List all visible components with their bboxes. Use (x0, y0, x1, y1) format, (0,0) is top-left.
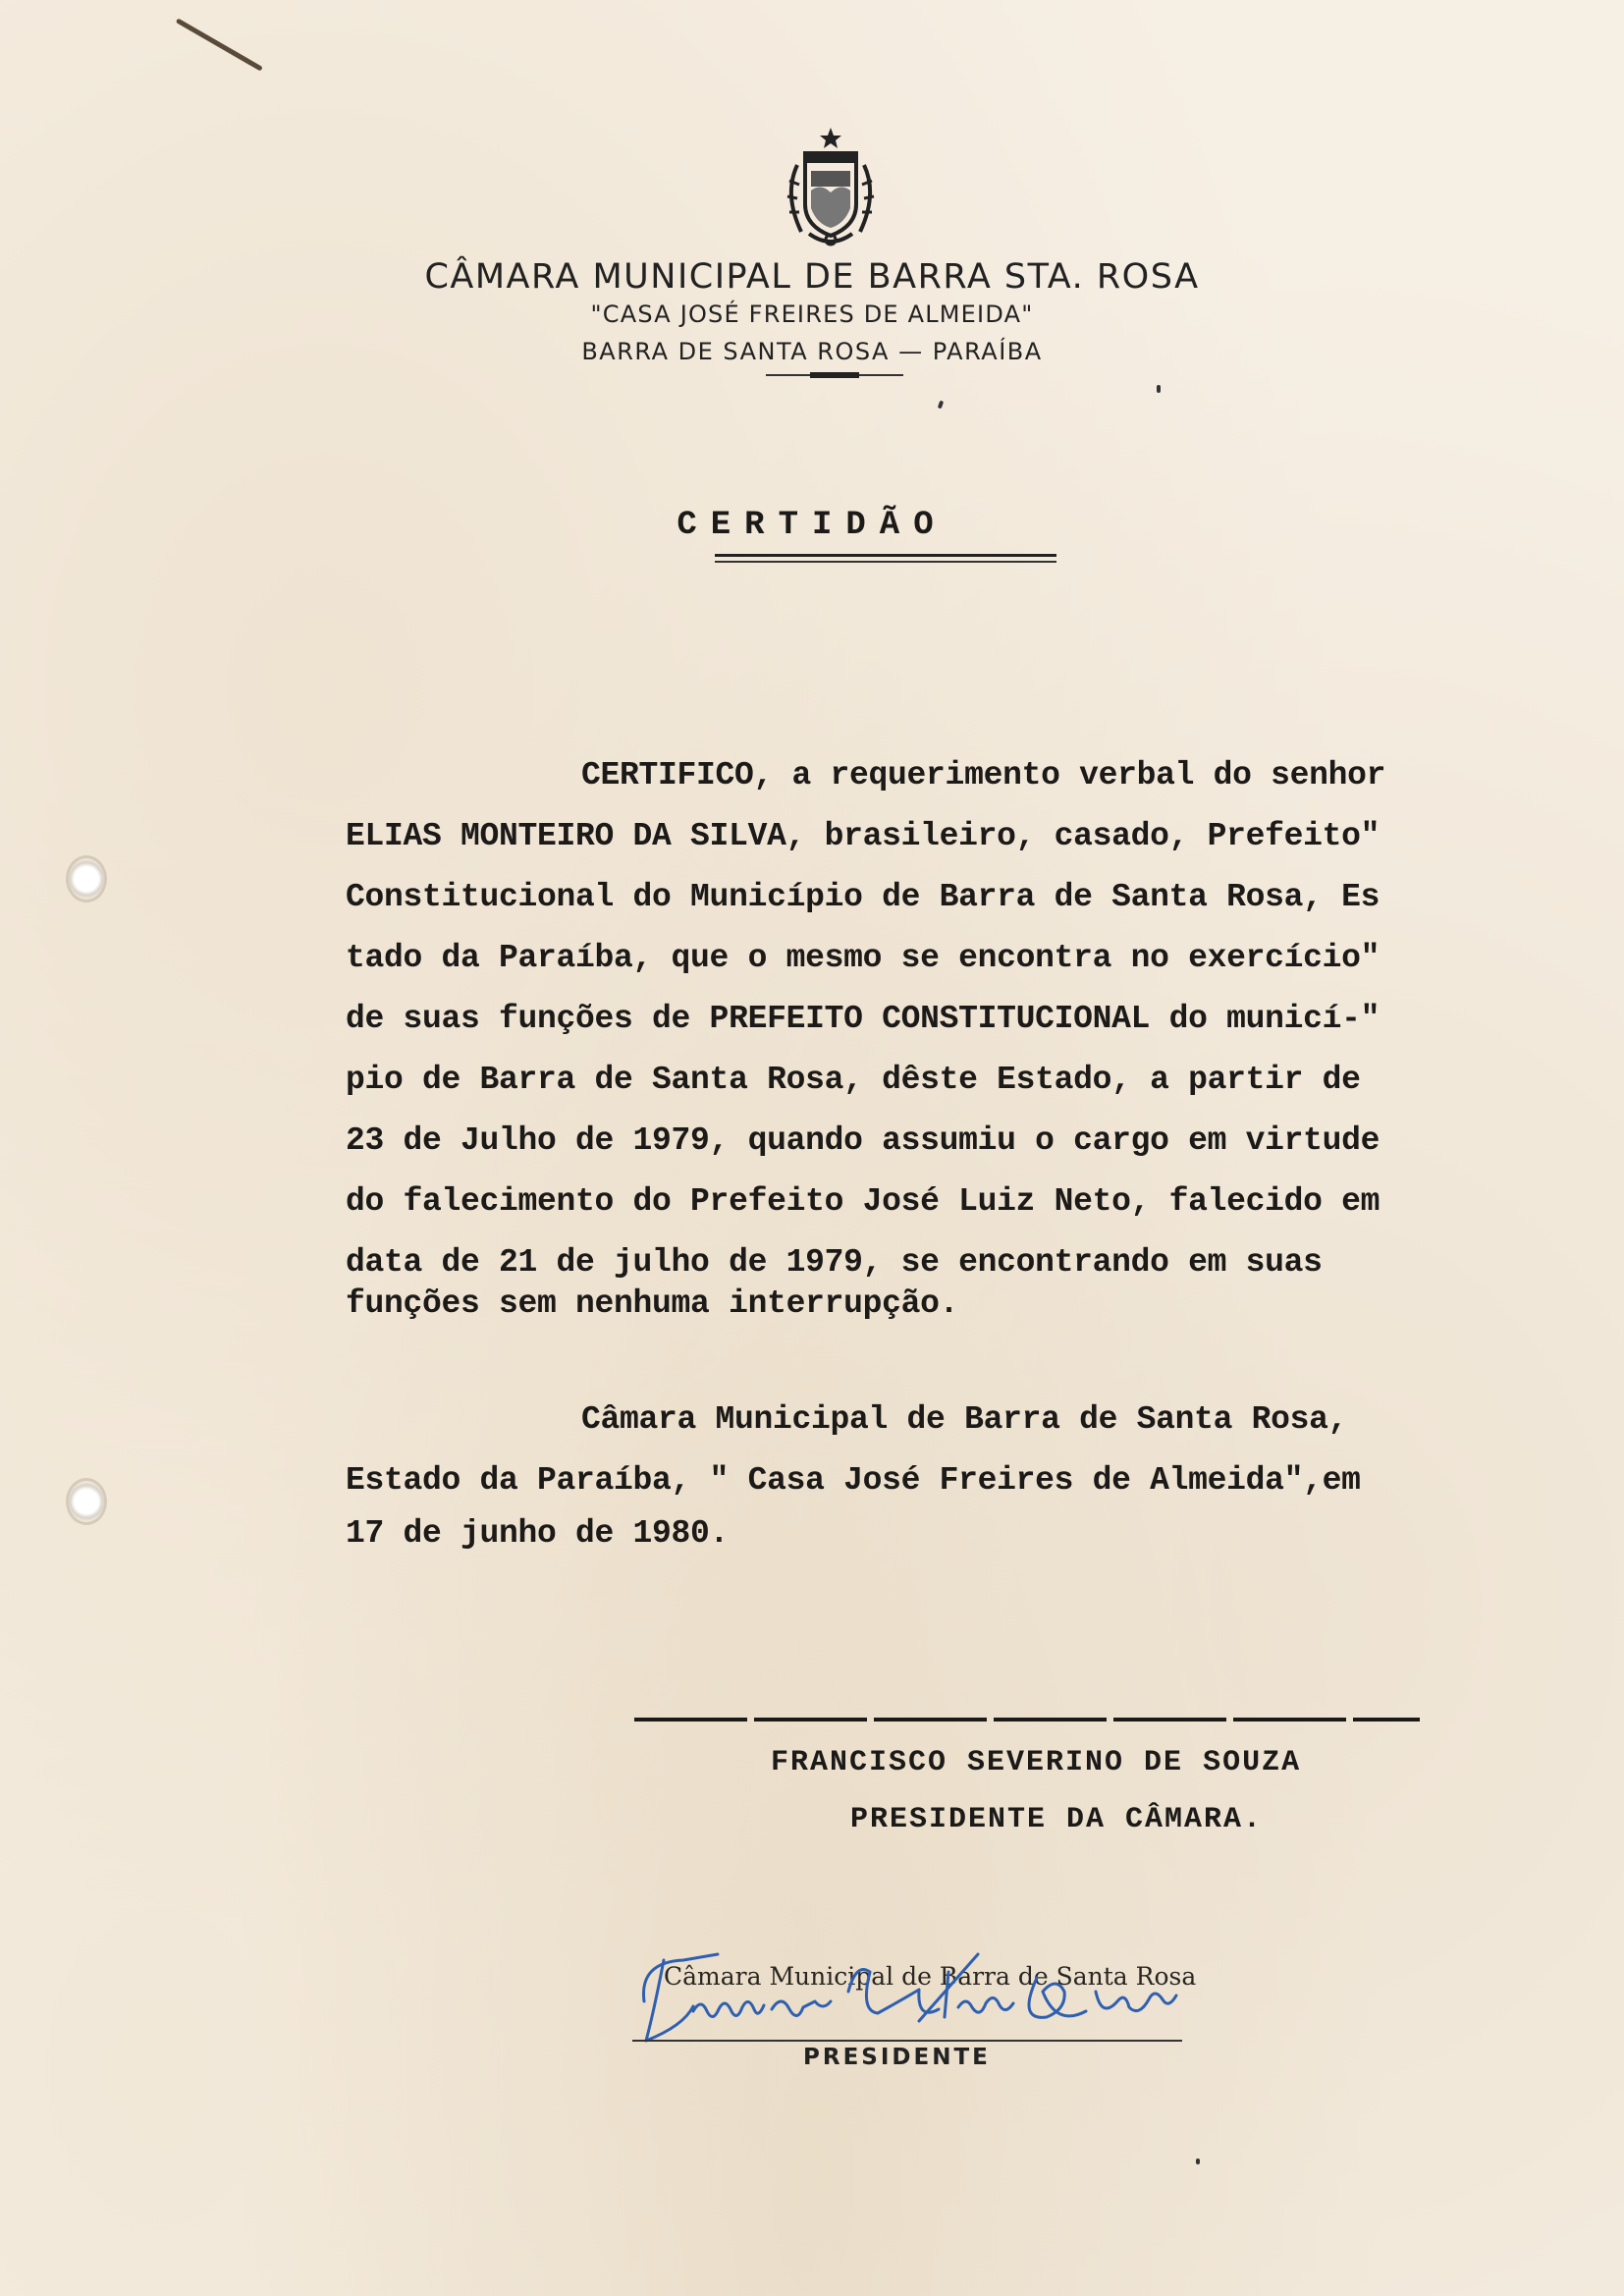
stamp-role: PRESIDENTE (803, 2045, 991, 2070)
municipal-coat-of-arms-icon (776, 126, 886, 251)
body-line: data de 21 de julho de 1979, se encontrando em suas (346, 1244, 1323, 1281)
body-line: 23 de Julho de 1979, quando assumiu o cargo em virtude (346, 1122, 1380, 1159)
signatory-role: PRESIDENTE DA CÂMARA. (850, 1803, 1264, 1836)
ink-speck (938, 401, 944, 410)
punch-hole-bottom (69, 1481, 104, 1522)
body-line: CERTIFICO, a requerimento verbal do senhor (581, 757, 1386, 793)
title-underline (715, 554, 1056, 557)
body-line: Constitucional do Município de Barra de Santa Rosa, Es (346, 879, 1380, 915)
closing-line: Câmara Municipal de Barra de Santa Rosa, (581, 1401, 1348, 1438)
ink-speck (1196, 2159, 1200, 2164)
body-line: funções sem nenhuma interrupção. (346, 1285, 959, 1322)
signature-line (634, 1718, 1420, 1722)
closing-line: Estado da Paraíba, " Casa José Freires de Almeida",em (346, 1462, 1361, 1499)
stamp-institution: Câmara Municipal de Barra de Santa Rosa (664, 1962, 1197, 1991)
institution-subtitle: "CASA JOSÉ FREIRES DE ALMEIDA" (590, 301, 1034, 328)
institution-title: CÂMARA MUNICIPAL DE BARRA STA. ROSA (424, 257, 1200, 297)
punch-hole-top (69, 858, 104, 900)
stamp-signature-line (632, 2040, 1182, 2042)
body-line: tado da Paraíba, que o mesmo se encontra no exercício" (346, 940, 1380, 976)
handwritten-signature (624, 1933, 1214, 2050)
signatory-name: FRANCISCO SEVERINO DE SOUZA (771, 1746, 1302, 1779)
ink-speck (1157, 385, 1161, 393)
body-line: de suas funções de PREFEITO CONSTITUCIONAL do municí-" (346, 1001, 1380, 1037)
title-underline (715, 561, 1056, 563)
body-line: ELIAS MONTEIRO DA SILVA, brasileiro, casado, Prefeito" (346, 818, 1380, 854)
body-line: pio de Barra de Santa Rosa, dêste Estado, a partir de (346, 1062, 1361, 1098)
closing-line: 17 de junho de 1980. (346, 1515, 730, 1552)
body-line: do falecimento do Prefeito José Luiz Neto, falecido em (346, 1183, 1380, 1220)
staple (176, 18, 263, 71)
institution-location: BARRA DE SANTA ROSA — PARAÍBA (581, 338, 1043, 365)
document-title: CERTIDÃO (677, 507, 947, 544)
header-divider-accent (810, 372, 859, 378)
